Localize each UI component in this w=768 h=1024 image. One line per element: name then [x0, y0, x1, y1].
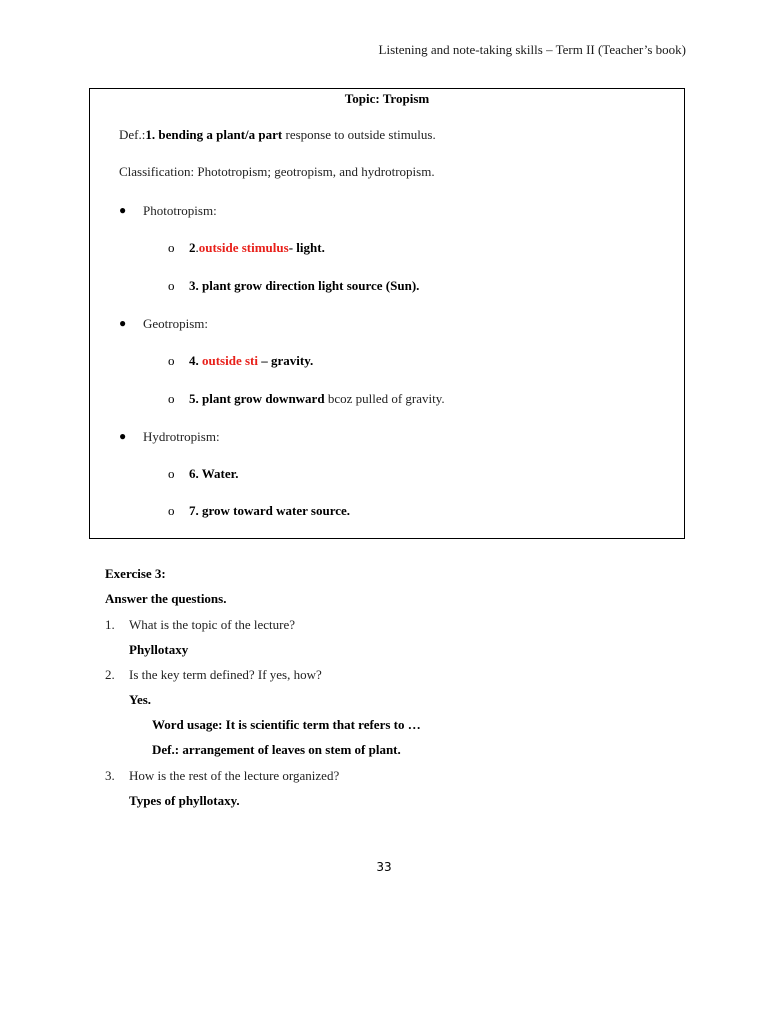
page-header: Listening and note-taking skills – Term II (Teacher’s book)	[378, 42, 686, 57]
page-number: 33	[376, 860, 392, 874]
bullet-icon: ●	[119, 203, 127, 217]
question-1: What is the topic of the lecture?	[129, 617, 296, 632]
notes-box	[89, 88, 685, 539]
circle-bullet-icon: o	[168, 278, 175, 293]
geotropism-label: Geotropism:	[143, 316, 208, 331]
note-item-3: 3. plant grow direction light source (Sun).	[189, 278, 420, 293]
topic-title: Topic: Tropism	[344, 91, 430, 106]
def-label: Def.:	[119, 127, 146, 142]
item-dot: .	[195, 240, 199, 255]
bullet-icon: ●	[119, 316, 127, 330]
item-rest-text: bcoz pulled of gravity.	[324, 391, 445, 406]
classification-line: Classification: Phototropism; geotropism, and hydrotropism.	[119, 164, 435, 179]
definition-line	[119, 127, 436, 143]
item-rest-text: - light.	[288, 240, 325, 255]
question-3: How is the rest of the lecture organized?	[129, 768, 340, 783]
red-highlight-text: outside stimulus	[198, 240, 289, 255]
hydrotropism-label: Hydrotropism:	[143, 429, 220, 444]
question-2: Is the key term defined? If yes, how?	[129, 667, 322, 682]
item-bold-text: 5. plant grow downward	[189, 391, 325, 406]
question-number: 2.	[105, 667, 115, 682]
red-highlight-text: outside sti	[202, 353, 258, 368]
answer-2-definition: Def.: arrangement of leaves on stem of plant.	[152, 742, 401, 757]
answer-1: Phyllotaxy	[129, 642, 189, 657]
circle-bullet-icon: o	[168, 240, 175, 255]
exercise-instruction: Answer the questions.	[105, 591, 227, 606]
note-item-7: 7. grow toward water source.	[189, 503, 351, 518]
circle-bullet-icon: o	[168, 503, 175, 518]
note-item-5	[189, 391, 445, 407]
def-rest-text: response to outside stimulus.	[282, 127, 436, 142]
question-number: 1.	[105, 617, 115, 632]
circle-bullet-icon: o	[168, 466, 175, 481]
question-number: 3.	[105, 768, 115, 783]
exercise-title: Exercise 3:	[105, 566, 166, 581]
note-item-2	[189, 240, 325, 256]
note-item-4	[189, 353, 313, 369]
item-rest-text: – gravity.	[257, 353, 314, 368]
phototropism-label: Phototropism:	[143, 203, 217, 218]
answer-3: Types of phyllotaxy.	[129, 793, 240, 808]
answer-2-word-usage: Word usage: It is scientific term that refers to …	[152, 717, 421, 732]
bullet-icon: ●	[119, 429, 127, 443]
answer-2: Yes.	[129, 692, 152, 707]
circle-bullet-icon: o	[168, 391, 175, 406]
def-bold-text: 1. bending a plant/a part	[145, 127, 283, 142]
item-number: 2	[189, 240, 196, 255]
item-number: 4.	[189, 353, 202, 368]
circle-bullet-icon: o	[168, 353, 175, 368]
note-item-6: 6. Water.	[189, 466, 239, 481]
